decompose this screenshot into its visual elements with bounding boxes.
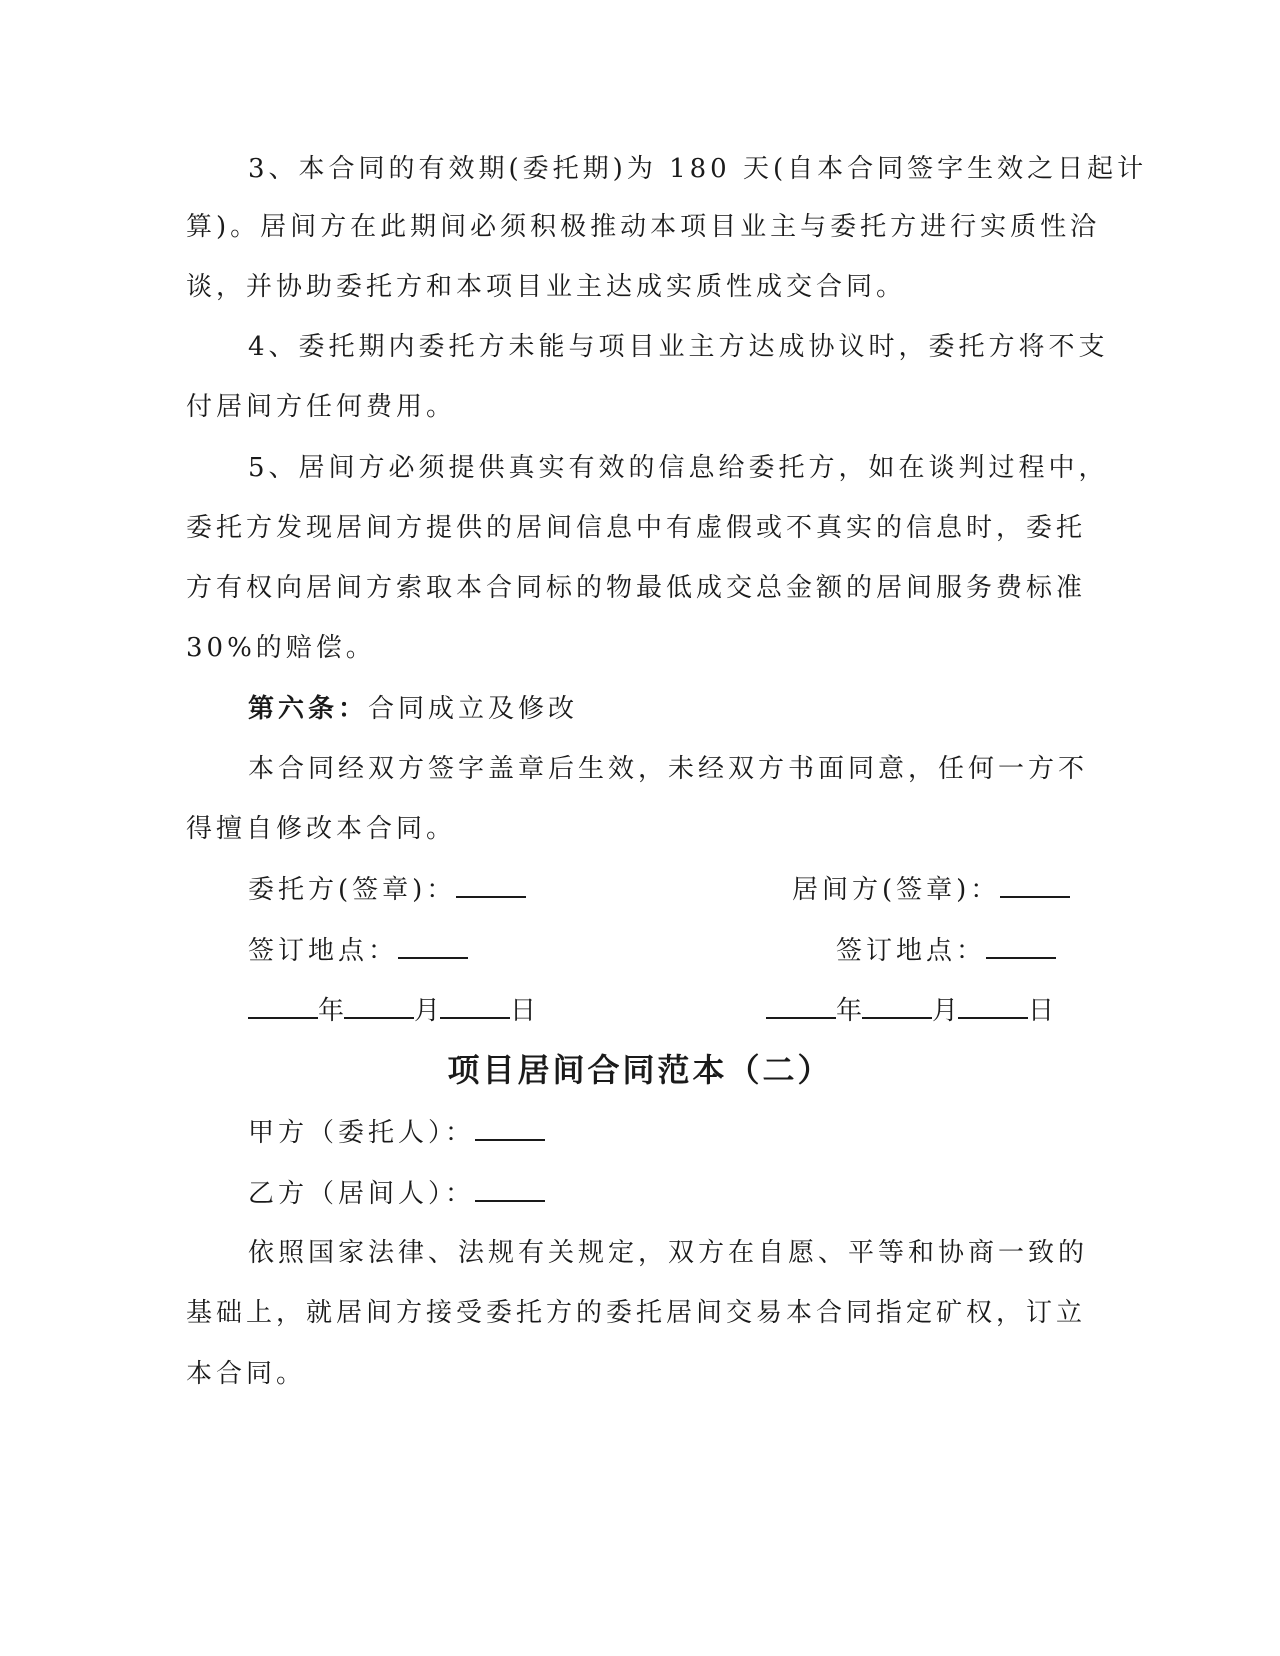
left-party-label: 委托方(签章)： [248,875,457,905]
contract-2-title: 项目居间合同范本（二） [447,1051,833,1089]
clause-5-line-2: 委托方发现居间方提供的居间信息中有虚假或不真实的信息时，委托 [186,513,1087,543]
left-year-label: 年 [318,996,345,1026]
clause-3-line-3: 谈，并协助委托方和本项目业主达成实质性成交合同。 [186,272,907,302]
right-year-label: 年 [836,996,863,1026]
article-6-heading: 第六条： [248,694,369,724]
clause-5-line-1: 5、居间方必须提供真实有效的信息给委托方，如在谈判过程中， [248,453,1109,483]
clause-4-line-1: 4、委托期内委托方未能与项目业主方达成协议时，委托方将不支 [248,332,1109,362]
left-party-blank [456,872,526,898]
contract-2-line-2: 基础上，就居间方接受委托方的委托居间交易本合同指定矿权，订立 [186,1298,1087,1328]
clause-5-line-4: 30%的赔偿。 [186,633,376,663]
right-party-signature [792,872,1070,907]
right-month-label: 月 [932,996,959,1026]
party-a-label: 甲方（委托人）： [248,1118,476,1148]
left-place-blank [398,933,468,959]
left-year-blank [248,993,318,1019]
clause-4-line-2: 付居间方任何费用。 [186,392,457,422]
article-6-line-1: 本合同经双方签字盖章后生效，未经双方书面同意，任何一方不 [248,754,1089,784]
clause-5-line-3: 方有权向居间方索取本合同标的物最低成交总金额的居间服务费标准 [186,573,1087,603]
right-year-blank [766,993,836,1019]
article-6-heading-text: 合同成立及修改 [368,694,579,724]
right-party-label: 居间方(签章)： [792,875,1001,905]
right-party-blank [1000,872,1070,898]
right-day-blank [958,993,1028,1019]
right-date [766,993,1054,1028]
left-day-blank [440,993,510,1019]
left-month-blank [344,993,414,1019]
party-a-line [248,1115,545,1150]
party-b-label: 乙方（居间人）： [248,1179,476,1209]
party-b-line [248,1176,545,1211]
clause-3-line-1: 3、本合同的有效期(委托期)为 180 天(自本合同签字生效之日起计 [248,154,1148,184]
left-date [248,993,536,1028]
contract-2-line-3: 本合同。 [186,1359,307,1389]
left-month-label: 月 [414,996,441,1026]
left-party-signature [248,872,526,907]
right-month-blank [862,993,932,1019]
article-6-heading-line [248,692,1148,726]
party-a-blank [475,1115,545,1141]
left-place-label: 签订地点： [248,936,399,966]
right-place-label: 签订地点： [836,936,987,966]
article-6-line-2: 得擅自修改本合同。 [186,814,457,844]
contract-2-line-1: 依照国家法律、法规有关规定，双方在自愿、平等和协商一致的 [248,1238,1089,1268]
right-day-label: 日 [1028,996,1055,1026]
right-place-signature [836,933,1056,968]
left-day-label: 日 [510,996,537,1026]
right-place-blank [986,933,1056,959]
left-place-signature [248,933,468,968]
party-b-blank [475,1176,545,1202]
clause-3-line-2: 算)。居间方在此期间必须积极推动本项目业主与委托方进行实质性洽 [186,212,1101,242]
